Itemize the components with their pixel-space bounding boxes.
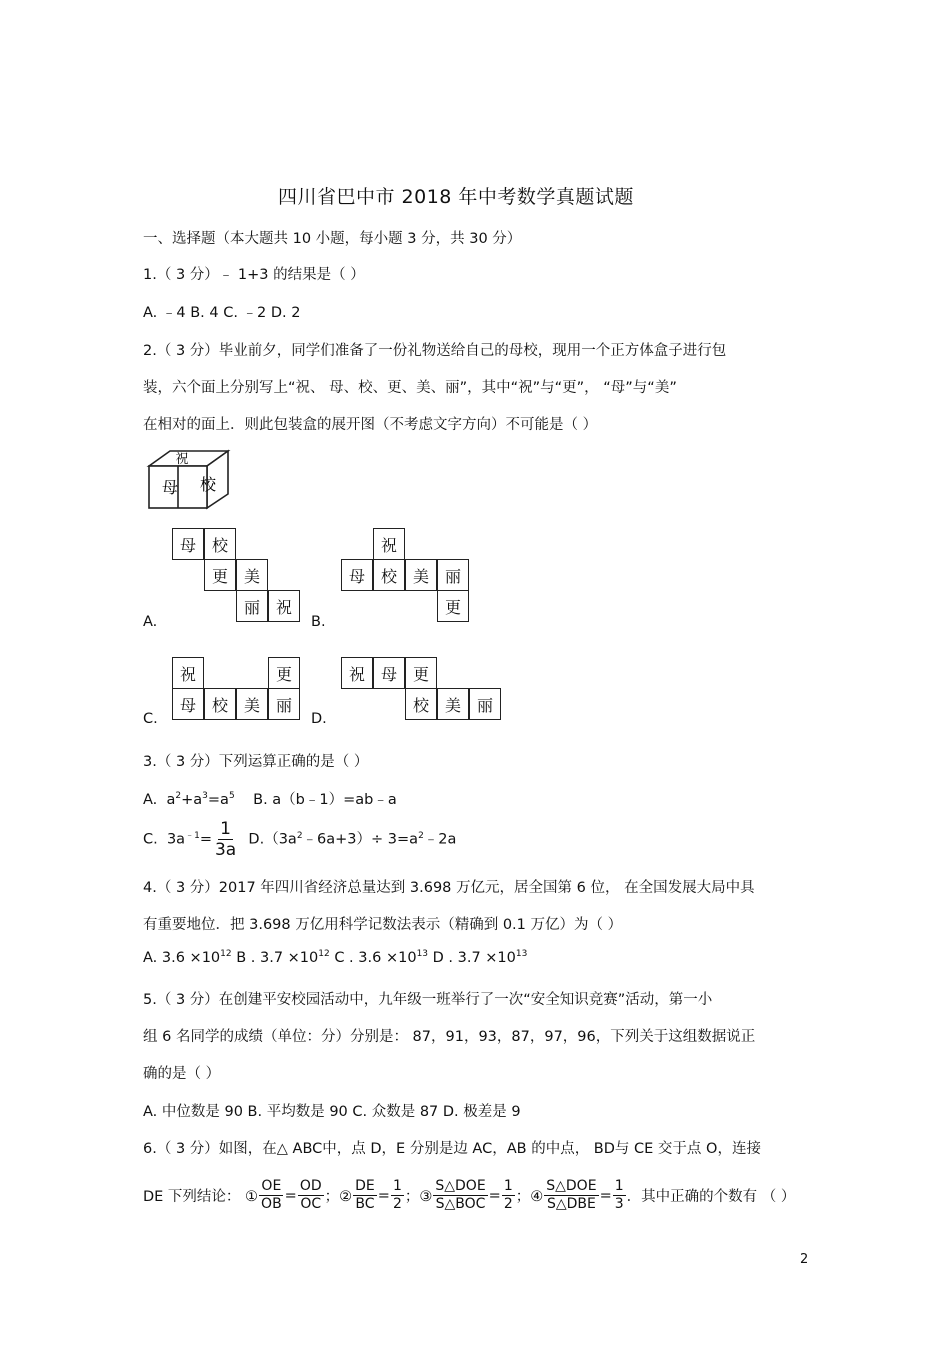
- net-c-cell: 母: [172, 688, 204, 720]
- option-a-label: A.: [143, 614, 158, 630]
- q3-options-cd: C. $3a^{﹣1}=$ $\frac{1}{3a}$ $D.(3a^2﹣6a+3)\div$ $3=a^2﹣2a$: [143, 819, 457, 860]
- net-d-cell: 母: [373, 657, 405, 689]
- net-a-cell: 母: [172, 528, 204, 560]
- q4-line2: 有重要地位．把 3.698 万亿用科学记数法表示（精确到 0.1 万亿）为（ ）: [143, 917, 623, 933]
- net-d-cell: 祝: [341, 657, 373, 689]
- q1-options: A. ﹣4 B. 4 C. ﹣2 D. 2: [143, 305, 301, 321]
- q2-line2: 装，六个面上分别写上“祝、 母、校、更、美、丽”，其中“祝”与“更”， “母”与“美”: [143, 380, 677, 396]
- page-number: 2: [800, 1252, 809, 1267]
- net-b-cell: 母: [341, 559, 373, 591]
- net-a-cell: 丽: [236, 590, 268, 622]
- net-c-cell: 更: [268, 657, 300, 689]
- q4-line1: 4.（ 3 分）2017 年四川省经济总量达到 3.698 万亿元，居全国第 6 位， 在全国发展大局中具: [143, 880, 755, 896]
- page-title: 四川省巴中市 2018 年中考数学真题试题: [278, 186, 634, 208]
- q6-conclusions: DE 下列结论： ① $\frac{OE}{OB}$ = $\frac{OD}{OC}$ ；② $\frac{DE}{BC}$ = $\frac{1}{2}$ ；③ $\frac{\text{S△DOE}}{\text{S△BOC}}$ = $\frac{1}{2}$ ；④ $\frac{\text{S△DOE}}{\text{S△DBE}}$ = $\frac{1}{3}$ ．其中正确的个数有 （ ）: [143, 1178, 796, 1212]
- q5-line1: 5.（ 3 分）在创建平安校园活动中，九年级一班举行了一次“安全知识竞赛”活动，第一小: [143, 992, 713, 1008]
- q2-line1: 2.（ 3 分）毕业前夕，同学们准备了一份礼物送给自己的母校，现用一个正方体盒子进行包: [143, 343, 727, 359]
- option-d-label: D.: [311, 711, 327, 727]
- net-b-cell: 美: [405, 559, 437, 591]
- net-b-cell: 更: [437, 590, 469, 622]
- net-d-cell: 更: [405, 657, 437, 689]
- net-a-cell: 美: [236, 559, 268, 591]
- q5-options: A. 中位数是 90 B. 平均数是 90 C. 众数是 87 D. 极差是 9: [143, 1104, 521, 1120]
- section-heading: 一、选择题（本大题共 10 小题，每小题 3 分，共 30 分）: [143, 231, 522, 247]
- net-a-cell: 祝: [268, 590, 300, 622]
- q2-line3: 在相对的面上．则此包装盒的展开图（不考虑文字方向）不可能是（ ）: [143, 417, 598, 433]
- q1-stem: 1.（ 3 分）﹣ 1+3 的结果是（ ）: [143, 267, 365, 283]
- net-a-cell: 更: [204, 559, 236, 591]
- q5-line2: 组 6 名同学的成绩（单位：分）分别是： 87，91，93，87，97，96，下列关于这组数据说正: [143, 1029, 756, 1045]
- cube-front-face: 母: [161, 478, 179, 497]
- cube-top-face: 祝: [175, 452, 189, 467]
- net-c-cell: 丽: [268, 688, 300, 720]
- net-a-cell: 校: [204, 528, 236, 560]
- net-b-cell: 祝: [373, 528, 405, 560]
- cube-side-face: 校: [199, 475, 217, 494]
- option-b-label: B.: [311, 614, 326, 630]
- net-c-cell: 校: [204, 688, 236, 720]
- net-c-cell: 美: [236, 688, 268, 720]
- q3-options-ab: A. $a^2+a^3=a^5$ B. a（b﹣1）=ab﹣a: [143, 791, 397, 808]
- net-b-cell: 丽: [437, 559, 469, 591]
- q3-stem: 3.（ 3 分）下列运算正确的是（ ）: [143, 754, 369, 770]
- net-d-cell: 美: [437, 688, 469, 720]
- net-d-cell: 丽: [469, 688, 501, 720]
- net-d-cell: 校: [405, 688, 437, 720]
- net-c-cell: 祝: [172, 657, 204, 689]
- q6-line1: 6.（ 3 分）如图，在△ ABC中，点 D，E 分别是边 AC，AB 的中点， BD与 CE 交于点 O，连接: [143, 1141, 761, 1157]
- cube-figure: [146, 448, 236, 512]
- q4-options: A. $3.6 \times 10^{12}$ B . $3.7 \times 10^{12}$ C . $3.6 \times 10^{13}$ D . $3.7 \times 10^{13}$: [143, 949, 528, 966]
- q5-line3: 确的是（ ）: [143, 1066, 221, 1082]
- option-c-label: C.: [143, 711, 158, 727]
- net-b-cell: 校: [373, 559, 405, 591]
